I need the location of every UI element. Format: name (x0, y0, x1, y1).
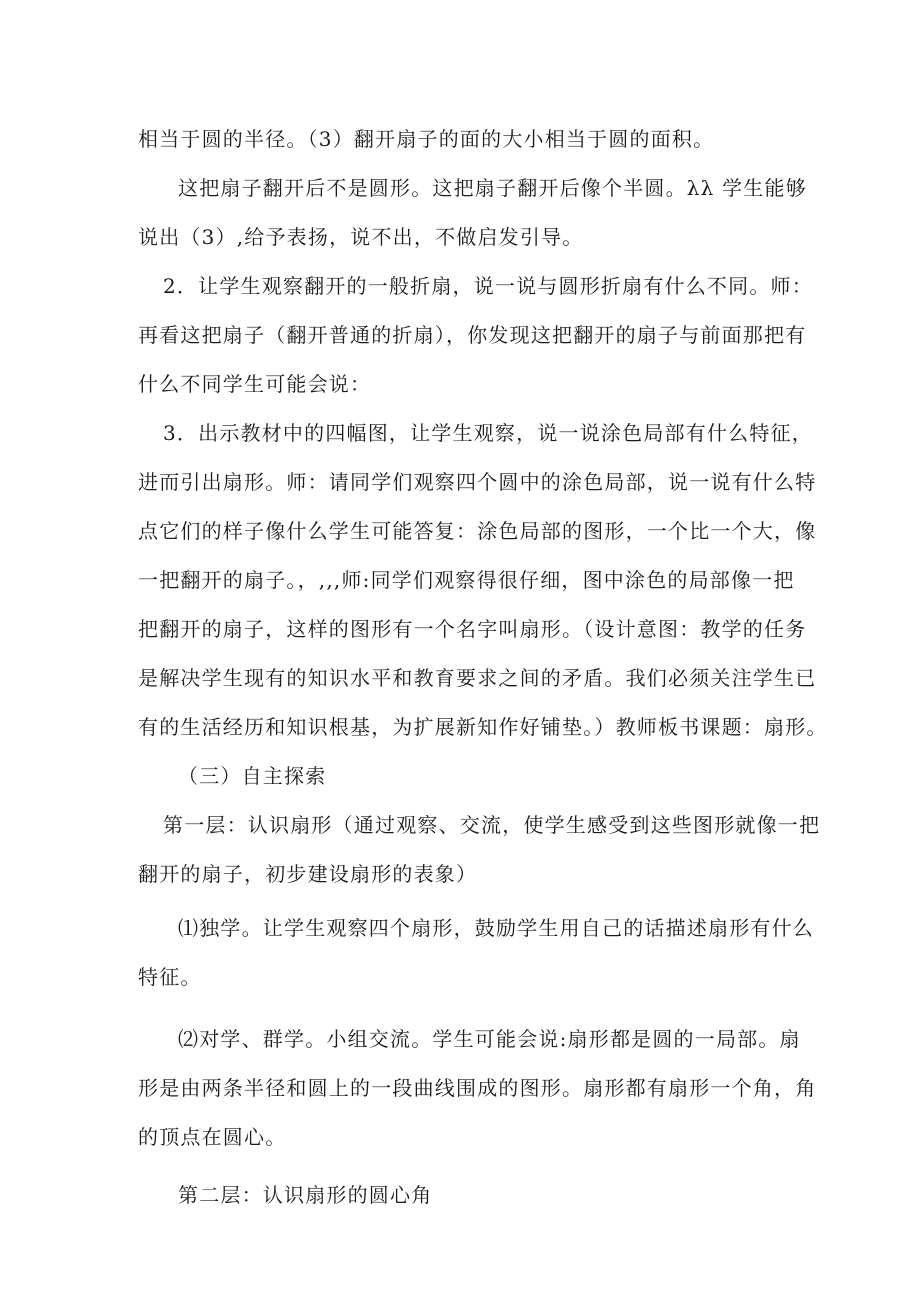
text-line: 说出（3）,给予表扬，说不出，不做启发引导。 (138, 225, 584, 249)
text-line: 一把翻开的扇子。，,,,师:同学们观察得很仔细，图中涂色的局部像一把 (138, 568, 795, 592)
text-line: 2．让学生观察翻开的一般折扇，说一说与圆形折扇有什么不同。师： (163, 274, 813, 298)
text-line: 什么不同学生可能会说： (138, 372, 372, 396)
text-line: 这把扇子翻开后不是圆形。这把扇子翻开后像个半圆。λλ 学生能够 (178, 176, 807, 200)
text-line: 进而引出扇形。师：请同学们观察四个圆中的涂色局部，说一说有什么特 (138, 470, 817, 494)
text-line: 有的生活经历和知识根基，为扩展新知作好铺垫。）教师板书课题：扇形。 (138, 715, 828, 739)
text-line: 是解决学生现有的知识水平和教育要求之间的矛盾。我们必须关注学生已 (138, 666, 817, 690)
text-line: 3．出示教材中的四幅图，让学生观察，说一说涂色局部有什么特征， (163, 421, 813, 445)
text-line: ⑴独学。让学生观察四个扇形，鼓励学生用自己的话描述扇形有什么 (178, 916, 814, 940)
text-line: 形是由两条半径和圆上的一段曲线围成的图形。扇形都有扇形一个角，角 (138, 1076, 817, 1100)
text-line: 点它们的样子像什么学生可能答复：涂色局部的图形，一个比一个大，像 (138, 519, 817, 543)
text-line: 翻开的扇子，初步建设扇形的表象） (138, 862, 478, 886)
text-line: 特征。 (138, 965, 202, 989)
section-heading: （三）自主探索 (178, 764, 327, 788)
section-heading: 第二层：认识扇形的圆心角 (178, 1183, 433, 1207)
text-line: 第一层：认识扇形（通过观察、交流，使学生感受到这些图形就像一把 (163, 813, 821, 837)
text-line: 再看这把扇子（翻开普通的折扇），你发现这把翻开的扇子与前面那把有 (138, 323, 807, 347)
text-line: 的顶点在圆心。 (138, 1125, 287, 1149)
text-line: 相当于圆的半径。（3）翻开扇子的面的大小相当于圆的面积。 (138, 127, 715, 151)
text-line: ⑵对学、群学。小组交流。学生可能会说:扇形都是圆的一局部。扇 (178, 1027, 801, 1051)
text-line: 把翻开的扇子，这样的图形有一个名字叫扇形。（设计意图：教学的任务 (138, 617, 807, 641)
